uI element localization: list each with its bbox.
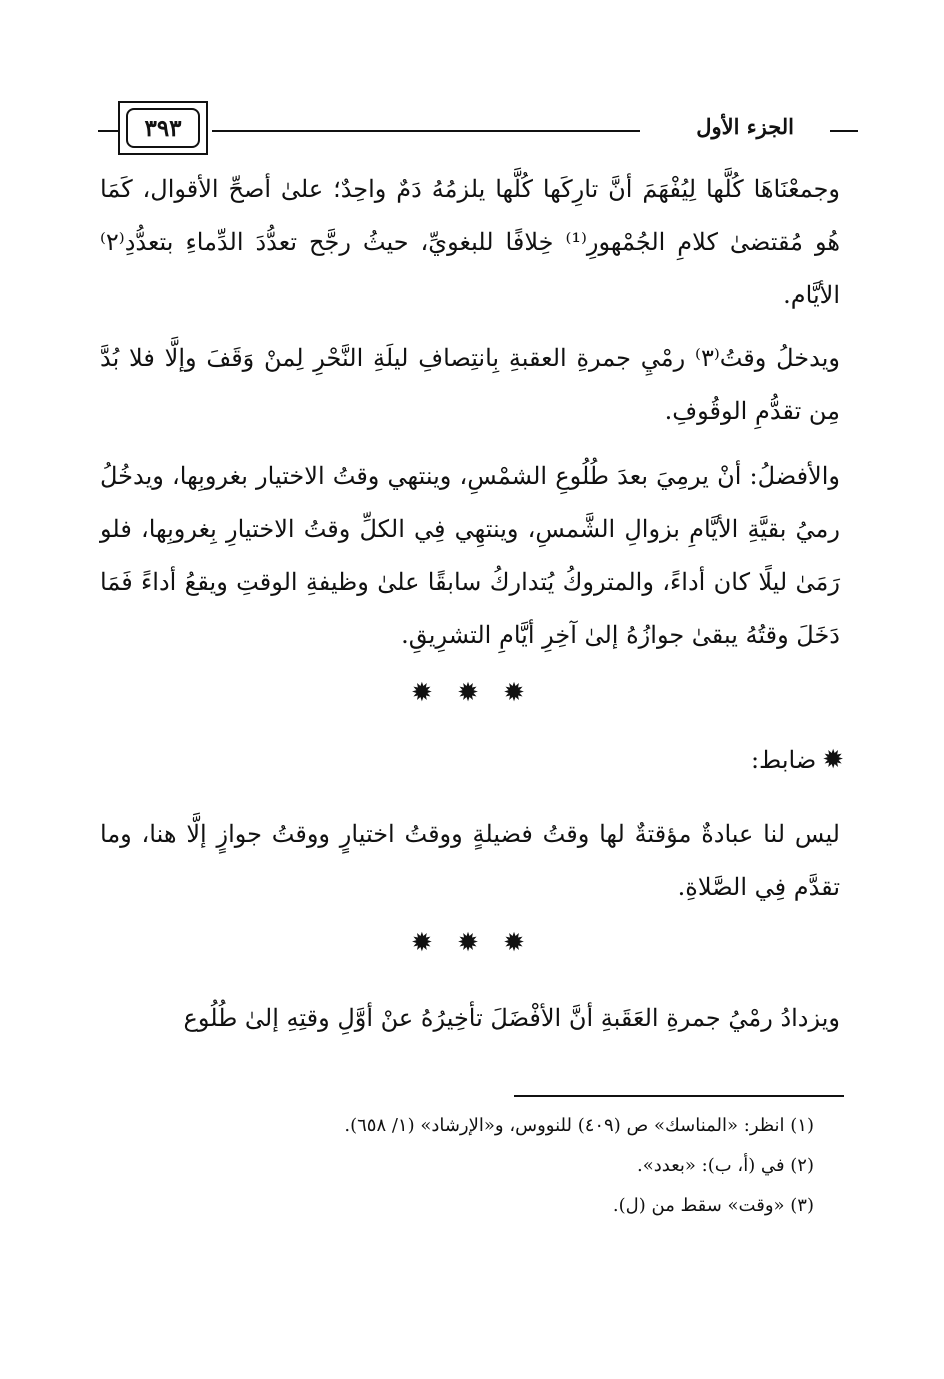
header-rule-middle: [212, 130, 640, 132]
page-number-frame: [118, 101, 208, 155]
dhabit-label: ضابط:: [750, 746, 817, 774]
paragraph-5: [100, 992, 840, 1045]
footnotes: [114, 1106, 814, 1226]
footnote-3: (٣) «وقت» سقط من (ل).: [612, 1195, 814, 1216]
paragraph-2: [100, 332, 840, 438]
paragraph-3-text: والأفضلُ: أنْ يرمِيَ بعدَ طُلُوعِ الشمْسِ، وينتهي وقتُ الاختيار بغروبِها، ويدخُلُ رميُ بقيَّةِ الأيَّامِ بزوالِ الشَّمسِ، وينتهِي فِي الكلِّ وقتُ الاختيارِ بِغروبِها، فلو رَمَىٰ ليلًا كان أداءً، والمتروكُ يُتداركُ سابقًا علىٰ وظيفةِ الوقتِ ويقعُ أداءً فَمَا دَخَلَ وقتُهُ يبقىٰ جوازُهُ إلىٰ آخِرِ أيَّامِ التشرِيقِ.: [100, 462, 840, 649]
dhabit-heading: [751, 745, 844, 775]
paragraph-3: [100, 450, 840, 662]
paragraph-1-text: وجمعْنَاهَا كُلَّها لِيُفْهَمَ أنَّ تارِكَها كُلَّها يلزمُهُ دَمٌ واحِدٌ؛ علىٰ أصحِّ الأقوال، كَمَا هُو مُقتضىٰ كلامِ الجُمْهورِ⁽¹⁾ خِلافًا للبغويِّ، حيثُ رجَّح تعدُّدَ الدِّماءِ بتعدُّدِ⁽٢⁾ الأيَّام.: [100, 175, 840, 309]
footnote-rule: [514, 1095, 844, 1097]
footnote-2: (٢) في (أ، ب): «بعدد».: [637, 1155, 814, 1176]
header-title: الجزء الأول: [696, 114, 794, 139]
ornament-star-icon: ✹: [822, 745, 844, 775]
page-number: ٣٩٣: [126, 108, 200, 148]
header-rule-right: [830, 130, 858, 132]
paragraph-4-text: ليس لنا عبادةٌ مؤقتةٌ لها وقتُ فضيلةٍ ووقتُ اختيارٍ ووقتُ جوازٍ إلَّا هنا، وما تقدَّم فِي الصَّلاةِ.: [100, 820, 840, 901]
paragraph-1: [100, 163, 840, 322]
section-separator-2: ✹ ✹ ✹: [411, 928, 533, 958]
footnote-1: (١) انظر: «المناسك» ص (٤٠٩) للنووس، و«الإرشاد» (١/ ٦٥٨).: [344, 1115, 814, 1136]
header-rule-left: [98, 130, 118, 132]
paragraph-4: [100, 808, 840, 914]
paragraph-5-text: ويزدادُ رمْيُ جمرةِ العَقَبةِ أنَّ الأفْضَلَ تأخِيرُهُ عنْ أوَّلِ وقتِهِ إلىٰ طُلُوع: [183, 1004, 840, 1032]
section-separator-1: ✹ ✹ ✹: [411, 678, 533, 708]
paragraph-2-text: ويدخلُ وقتُ⁽٣⁾ رمْيِ جمرةِ العقبةِ بِانتِصافِ ليلَةِ النَّحْرِ لِمنْ وَقَفَ وإلَّا فلا بُدَّ مِن تقدُّمِ الوقُوفِ.: [100, 344, 841, 425]
